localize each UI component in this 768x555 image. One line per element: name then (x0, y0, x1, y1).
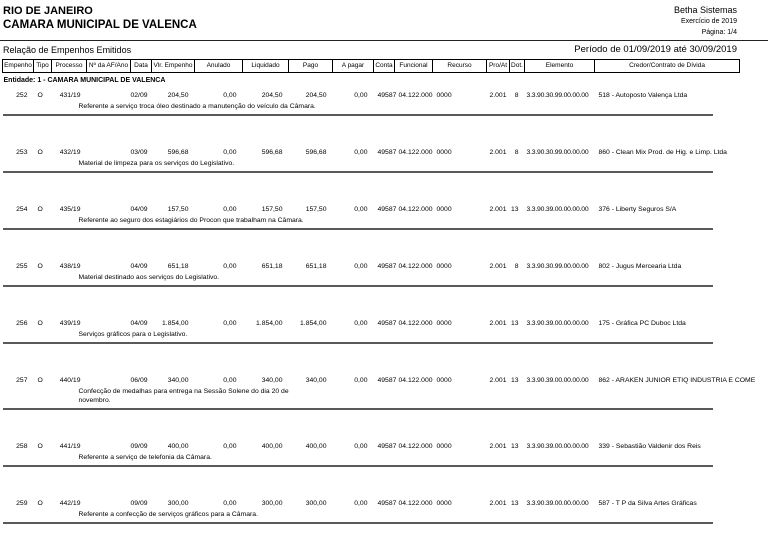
cell-anulado: 0,00 (223, 149, 237, 156)
cell-empenho: 255 (16, 263, 28, 270)
exercise-label: Exercício de 2019 (680, 18, 737, 25)
system-name: Betha Sistemas (673, 5, 737, 15)
cell-pago: 596,68 (305, 149, 327, 156)
empenho-description-row (3, 329, 740, 341)
col-header-funcional: Funcional (395, 60, 433, 73)
cell-anulado: 0,00 (223, 377, 237, 384)
cell-empenho: 254 (16, 206, 28, 213)
cell-dot: 13 (510, 377, 519, 384)
cell-anulado: 0,00 (223, 500, 237, 507)
empenho-description: Referente a confecção de serviços gráficos para a Câmara. (78, 511, 258, 518)
cell-pro-at: 2.001 (489, 377, 507, 384)
cell-processo: 442/19 (59, 500, 81, 507)
state-name: RIO DE JANEIRO (3, 5, 93, 17)
cell-tipo: O (37, 377, 43, 384)
cell-processo: 431/19 (59, 92, 81, 99)
cell-a-pagar: 0,00 (354, 149, 368, 156)
cell-pro-at: 2.001 (489, 500, 507, 507)
cell-empenho: 252 (16, 92, 28, 99)
cell-conta: 49587 (377, 377, 397, 384)
cell-conta: 49587 (377, 92, 397, 99)
cell-credor: 518 - Autoposto Valença Ltda (598, 92, 688, 99)
cell-elemento: 3.3.90.39.00.00.00.00 (526, 377, 589, 384)
col-header-liquidado: Liquidado (243, 60, 289, 73)
col-header-a-pagar: A pagar (333, 60, 374, 73)
cell-af-ano (87, 90, 131, 101)
col-header-tipo: Tipo (34, 60, 52, 73)
row-gap (3, 467, 740, 498)
cell-tipo: O (37, 263, 43, 270)
cell-recurso: 0000 (436, 206, 452, 213)
cell-elemento: 3.3.90.30.99.00.00.00 (526, 263, 589, 270)
cell-conta: 49587 (377, 263, 397, 270)
cell-tipo: O (37, 149, 43, 156)
col-header-af-ano: Nº da AF/Ano (87, 60, 131, 73)
cell-empenho: 258 (16, 443, 28, 450)
cell-af-ano (87, 498, 131, 509)
cell-liquidado: 204,50 (261, 92, 283, 99)
cell-credor: 339 - Sebastião Valdenir dos Reis (598, 443, 701, 450)
cell-pro-at: 2.001 (489, 263, 507, 270)
cell-credor: 175 - Gráfica PC Duboc Ltda (598, 320, 686, 327)
col-header-dot: Dot. (510, 60, 525, 73)
cell-data: 09/09 (130, 500, 148, 507)
cell-tipo: O (37, 92, 43, 99)
cell-credor: 860 - Clean Mix Prod. de Hig. e Limp. Ltda (598, 149, 727, 156)
cell-processo: 432/19 (59, 149, 81, 156)
cell-liquidado: 340,00 (261, 377, 283, 384)
cell-pago: 340,00 (305, 377, 327, 384)
cell-tipo: O (37, 500, 43, 507)
cell-funcional: 04.122.000 (398, 443, 433, 450)
empenho-row (3, 204, 740, 215)
cell-af-ano (87, 375, 131, 386)
cell-tipo: O (37, 443, 43, 450)
cell-dot: 8 (514, 149, 519, 156)
empenhos-table (2, 59, 756, 555)
cell-liquidado: 157,50 (261, 206, 283, 213)
cell-conta: 49587 (377, 206, 397, 213)
cell-elemento: 3.3.90.39.00.00.00.00 (526, 443, 589, 450)
empenho-description: Referente a serviço de telefonia da Câmara. (78, 454, 212, 461)
col-header-processo: Processo (52, 60, 87, 73)
cell-funcional: 04.122.000 (398, 92, 433, 99)
col-header-vlr-empenho: Vlr. Empenho (152, 60, 195, 73)
cell-recurso: 0000 (436, 377, 452, 384)
cell-pro-at: 2.001 (489, 320, 507, 327)
empenho-description-cont: novembro. (78, 397, 111, 404)
empenho-description-row (3, 272, 740, 284)
cell-processo: 439/19 (59, 320, 81, 327)
report-period: Período de 01/09/2019 até 30/09/2019 (574, 44, 737, 55)
cell-dot: 13 (510, 320, 519, 327)
cell-af-ano (87, 147, 131, 158)
col-header-conta: Conta (374, 60, 395, 73)
cell-pago: 300,00 (305, 500, 327, 507)
cell-a-pagar: 0,00 (354, 92, 368, 99)
cell-credor: 802 - Jugus Mercearia Ltda (598, 263, 682, 270)
empenho-description: Serviços gráficos para o Legislativo. (78, 331, 188, 338)
cell-pago: 651,18 (305, 263, 327, 270)
cell-funcional: 04.122.000 (398, 320, 433, 327)
cell-conta: 49587 (377, 443, 397, 450)
cell-elemento: 3.3.90.39.00.00.00.00 (526, 320, 589, 327)
empenho-description-row (3, 509, 740, 521)
cell-af-ano (87, 204, 131, 215)
cell-vlr-empenho: 1.854,00 (162, 320, 189, 327)
row-gap (3, 344, 740, 375)
cell-funcional: 04.122.000 (398, 377, 433, 384)
row-gap (3, 410, 740, 441)
report-header (0, 0, 768, 38)
empenho-description: Referente a serviço troca óleo destinado a manutenção do veículo da Câmara. (78, 103, 316, 110)
empenho-description: Confecção de medalhas para entrega na Sessão Solene do dia 20 de (78, 388, 289, 395)
cell-af-ano (87, 441, 131, 452)
col-header-elemento: Elemento (525, 60, 595, 73)
col-header-recurso: Recurso (433, 60, 487, 73)
cell-dot: 13 (510, 500, 519, 507)
cell-recurso: 0000 (436, 443, 452, 450)
cell-a-pagar: 0,00 (354, 320, 368, 327)
cell-funcional: 04.122.000 (398, 149, 433, 156)
cell-pro-at: 2.001 (489, 206, 507, 213)
cell-processo: 435/19 (59, 206, 81, 213)
cell-data: 04/09 (130, 320, 148, 327)
cell-recurso: 0000 (436, 263, 452, 270)
col-header-pago: Pago (289, 60, 333, 73)
org-name: CAMARA MUNICIPAL DE VALENCA (3, 19, 197, 31)
cell-pro-at: 2.001 (489, 149, 507, 156)
cell-a-pagar: 0,00 (354, 263, 368, 270)
cell-data: 04/09 (130, 206, 148, 213)
cell-dot: 8 (514, 263, 519, 270)
cell-recurso: 0000 (436, 149, 452, 156)
row-gap (3, 524, 740, 555)
empenho-row (3, 90, 740, 101)
empenho-row (3, 318, 740, 329)
cell-credor: 862 - ARAKEN JUNIOR ETIQ INDUSTRIA E COME (598, 377, 756, 384)
cell-tipo: O (37, 320, 43, 327)
empenho-description-row (3, 101, 740, 113)
cell-liquidado: 400,00 (261, 443, 283, 450)
cell-a-pagar: 0,00 (354, 377, 368, 384)
cell-elemento: 3.3.90.39.00.00.00.00 (526, 206, 589, 213)
cell-processo: 438/19 (59, 263, 81, 270)
cell-vlr-empenho: 596,68 (167, 149, 189, 156)
cell-liquidado: 651,18 (261, 263, 283, 270)
cell-anulado: 0,00 (223, 206, 237, 213)
row-gap (3, 230, 740, 261)
cell-recurso: 0000 (436, 500, 452, 507)
cell-a-pagar: 0,00 (354, 206, 368, 213)
cell-data: 03/09 (130, 149, 148, 156)
cell-credor: 587 - T P da Silva Artes Gráficas (598, 500, 697, 507)
cell-vlr-empenho: 204,50 (167, 92, 189, 99)
empenho-description-row (3, 386, 740, 407)
col-header-credor: Credor/Contrato de Dívida (595, 60, 740, 73)
report-title: Relação de Empenhos Emitidos (3, 45, 132, 55)
cell-dot: 13 (510, 206, 519, 213)
empenho-row (3, 261, 740, 272)
cell-liquidado: 596,68 (261, 149, 283, 156)
cell-dot: 8 (514, 92, 519, 99)
cell-elemento: 3.3.90.39.00.00.00.00 (526, 500, 589, 507)
row-gap (3, 116, 740, 147)
col-header-data: Data (131, 60, 152, 73)
cell-data: 04/09 (130, 263, 148, 270)
cell-elemento: 3.3.90.30.99.00.00.00 (526, 149, 589, 156)
cell-funcional: 04.122.000 (398, 206, 433, 213)
cell-pago: 1.854,00 (300, 320, 327, 327)
page-number: Página: 1/4 (701, 29, 737, 36)
empenho-row (3, 147, 740, 158)
cell-anulado: 0,00 (223, 263, 237, 270)
empenho-description: Referente ao seguro dos estagiários do Procon que trabalham na Câmara. (78, 217, 304, 224)
cell-anulado: 0,00 (223, 320, 237, 327)
cell-af-ano (87, 318, 131, 329)
cell-data: 06/09 (130, 377, 148, 384)
cell-conta: 49587 (377, 149, 397, 156)
cell-conta: 49587 (377, 500, 397, 507)
cell-vlr-empenho: 651,18 (167, 263, 189, 270)
cell-recurso: 0000 (436, 320, 452, 327)
cell-empenho: 256 (16, 320, 28, 327)
cell-anulado: 0,00 (223, 443, 237, 450)
cell-processo: 441/19 (59, 443, 81, 450)
empenho-description-row (3, 215, 740, 227)
cell-credor: 376 - Liberty Seguros S/A (598, 206, 677, 213)
empenho-description-row (3, 452, 740, 464)
empenho-row (3, 375, 740, 386)
cell-vlr-empenho: 400,00 (167, 443, 189, 450)
cell-elemento: 3.3.90.30.99.00.00.00 (526, 92, 589, 99)
cell-pro-at: 2.001 (489, 92, 507, 99)
cell-pago: 400,00 (305, 443, 327, 450)
cell-liquidado: 300,00 (261, 500, 283, 507)
empenho-rows (3, 90, 756, 555)
cell-tipo: O (37, 206, 43, 213)
table-header-row (3, 60, 740, 73)
cell-pago: 157,50 (305, 206, 327, 213)
org-block (3, 4, 197, 32)
col-header-pro-at: Pro/At (487, 60, 510, 73)
cell-af-ano (87, 261, 131, 272)
col-header-anulado: Anulado (195, 60, 243, 73)
cell-data: 02/09 (130, 92, 148, 99)
cell-empenho: 253 (16, 149, 28, 156)
cell-funcional: 04.122.000 (398, 263, 433, 270)
system-block (674, 4, 737, 38)
entity-line: Entidade: 1 - CAMARA MUNICIPAL DE VALENCA (3, 77, 166, 84)
cell-conta: 49587 (377, 320, 397, 327)
cell-funcional: 04.122.000 (398, 500, 433, 507)
empenho-row (3, 441, 740, 452)
col-header-empenho: Empenho (3, 60, 34, 73)
cell-empenho: 259 (16, 500, 28, 507)
row-gap (3, 173, 740, 204)
cell-a-pagar: 0,00 (354, 500, 368, 507)
empenho-description: Material destinado aos serviços do Legislativo. (78, 274, 220, 281)
cell-vlr-empenho: 157,50 (167, 206, 189, 213)
cell-empenho: 257 (16, 377, 28, 384)
report-subheader (0, 41, 768, 59)
row-gap (3, 287, 740, 318)
cell-liquidado: 1.854,00 (256, 320, 283, 327)
cell-pro-at: 2.001 (489, 443, 507, 450)
cell-processo: 440/19 (59, 377, 81, 384)
cell-data: 09/09 (130, 443, 148, 450)
cell-anulado: 0,00 (223, 92, 237, 99)
empenho-description: Material de limpeza para os serviços do Legislativo. (78, 160, 235, 167)
cell-dot: 13 (510, 443, 519, 450)
cell-vlr-empenho: 300,00 (167, 500, 189, 507)
empenho-row (3, 498, 740, 509)
cell-vlr-empenho: 340,00 (167, 377, 189, 384)
cell-recurso: 0000 (436, 92, 452, 99)
empenho-description-row (3, 158, 740, 170)
cell-a-pagar: 0,00 (354, 443, 368, 450)
cell-pago: 204,50 (305, 92, 327, 99)
